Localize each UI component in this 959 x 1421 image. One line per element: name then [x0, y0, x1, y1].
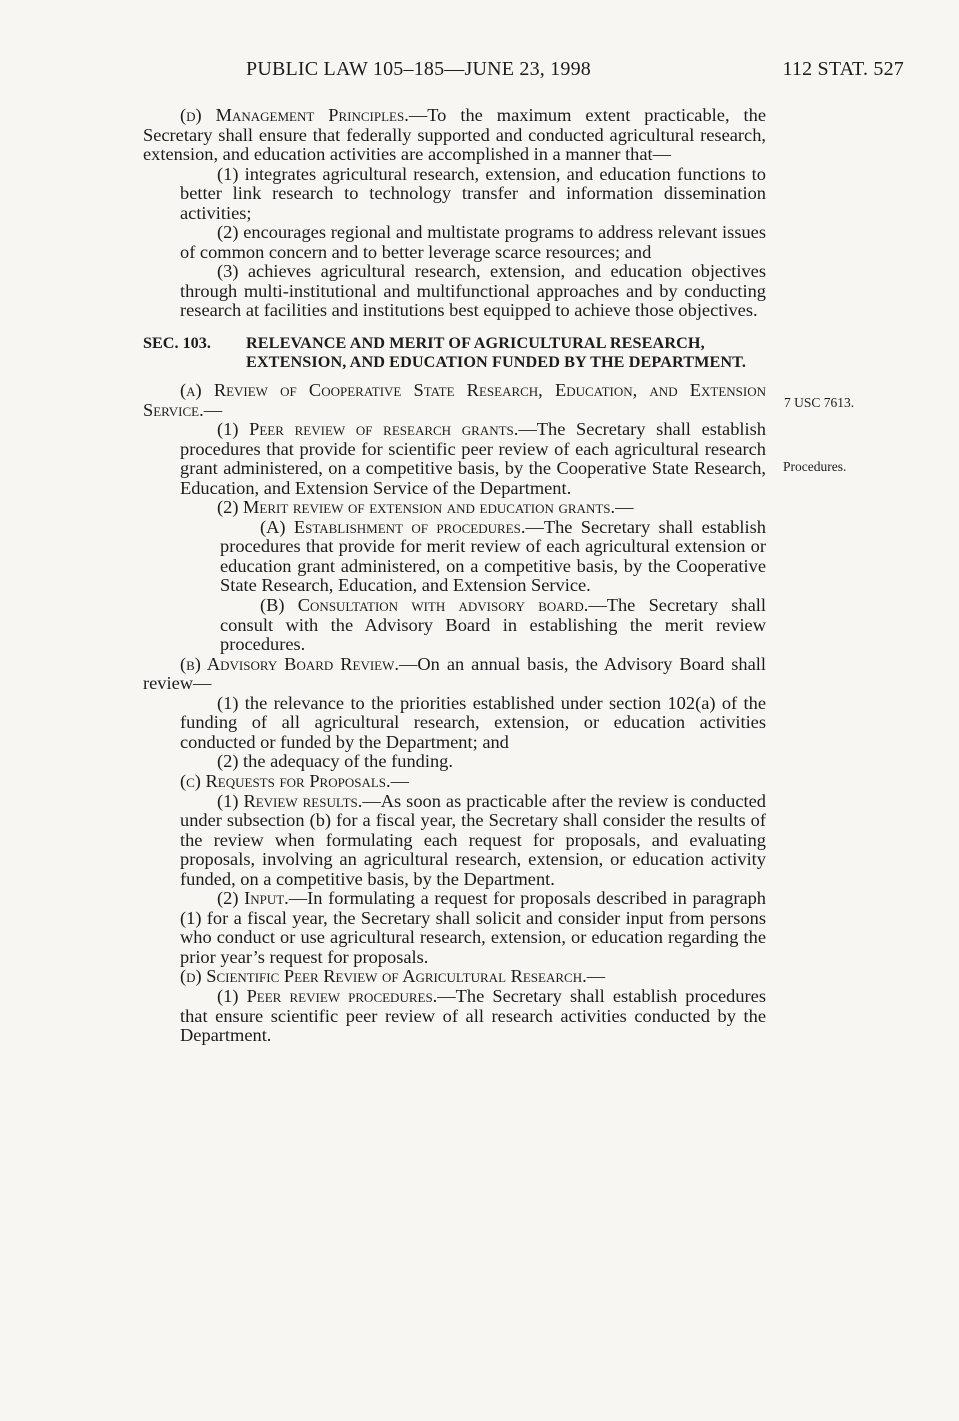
- label-d-management: (d) Management Principles.: [180, 105, 409, 125]
- paragraph-a2: [180, 498, 766, 518]
- paragraph-d3: (3) achieves agricultural research, extension, and education objectives through multi-institutional and multifunctional approaches and by conducting research at facilities and institutions best equipped to achieve those objectives.: [180, 261, 766, 321]
- label-c: (c) Requests for Proposals.: [180, 770, 391, 791]
- paragraph-d-peer-1: [180, 987, 766, 1046]
- dash-c: —: [390, 770, 410, 791]
- paragraph-a2A: [143, 518, 766, 596]
- text-d-management: —To the maximum extent practicable, the Secretary shall ensure that federally supported and conducted agricultural research, extension, and education activities are accomplished in a manner that—: [143, 105, 766, 165]
- text-a1: —The Secretary shall establish procedures that provide for scientific peer review of each agricultural research grant administered, on a competitive basis, by the Cooperative State Research, Education, and Extension Service of the Department.: [180, 419, 766, 498]
- paragraph-a2B: [143, 596, 766, 655]
- label-a2: (2) Merit review of extension and education grants.: [217, 497, 616, 518]
- paragraph-b2: (2) the adequacy of the funding.: [217, 751, 453, 772]
- label-c2: (2) Input.: [217, 888, 289, 909]
- label-b: (b) Advisory Board Review.: [180, 653, 399, 674]
- paragraph-d1: (1) integrates agricultural research, extension, and education functions to better link research to technology transfer and information dissemination activities;: [180, 163, 766, 223]
- paragraph-a1: [180, 420, 766, 498]
- section-title: RELEVANCE AND MERIT OF AGRICULTURAL RESEARCH, EXTENSION, AND EDUCATION FUNDED BY THE DEPARTMENT.: [246, 334, 747, 372]
- dash-d-peer: —: [586, 966, 606, 987]
- section-heading: [143, 334, 766, 372]
- margin-note-usc: 7 USC 7613.: [784, 395, 855, 410]
- text-c1: —As soon as practicable after the review is conducted under subsection (b) for a fiscal year, the Secretary shall consider the results of the review when formulating each request for proposals, and evaluating proposals, involving an agricultural research, extension, or education activity funded, on a competitive basis, by the Department.: [180, 790, 766, 889]
- label-a: (a) Review of Cooperative State Research, Education, and Extension Service.: [143, 380, 766, 420]
- paragraph-d2: (2) encourages regional and multistate programs to address relevant issues of common concern and to better leverage scarce resources; and: [180, 222, 766, 262]
- label-c1: (1) Review results.: [217, 790, 363, 811]
- text-c2: —In formulating a request for proposals described in paragraph (1) for a fiscal year, the Secretary shall solicit and consider input from persons who conduct or use agricultural research, extension, or education regarding the prior year’s request for proposals.: [180, 888, 766, 967]
- text-a2A: —The Secretary shall establish procedures that provide for merit review of each agricultural extension or education grant administered, on a competitive basis, by the Cooperative State Research, Education, and Extension Service.: [220, 516, 766, 596]
- label-a2A: (A) Establishment of procedures.: [260, 516, 526, 537]
- paragraph-d-peer: [143, 967, 766, 987]
- label-a1: (1) Peer review of research grants.: [217, 419, 519, 440]
- dash-a2: —: [615, 497, 634, 518]
- header-title: PUBLIC LAW 105–185—JUNE 23, 1998: [246, 58, 591, 80]
- paragraph-c: [143, 772, 766, 792]
- law-text: [143, 106, 766, 1046]
- margin-note-procedures: Procedures.: [783, 459, 847, 474]
- paragraph-d-management: [143, 106, 766, 165]
- section-number: SEC. 103.: [143, 334, 211, 353]
- paragraph-c2: [180, 889, 766, 967]
- label-d-peer-1: (1) Peer review procedures.: [217, 985, 438, 1006]
- paragraph-b1: (1) the relevance to the priorities established under section 102(a) of the funding of all agricultural research, extension, or education activities conducted or funded by the Department; and: [180, 692, 766, 752]
- label-a2B: (B) Consultation with advisory board.: [260, 595, 589, 616]
- label-d-peer: (d) Scientific Peer Review of Agricultural Research.: [180, 966, 587, 987]
- paragraph-c1: [180, 792, 766, 890]
- text-a2B: —The Secretary shall consult with the Advisory Board in establishing the merit review procedures.: [220, 595, 767, 655]
- paragraph-b: [143, 655, 766, 694]
- dash-a: —: [203, 399, 223, 420]
- header-stat-page: 112 STAT. 527: [782, 58, 904, 80]
- text-d-peer-1: —The Secretary shall establish procedures that ensure scientific peer review of all research activities conducted by the Department.: [180, 985, 766, 1046]
- text-b: —On an annual basis, the Advisory Board shall review—: [143, 653, 766, 694]
- paragraph-a: [143, 381, 766, 420]
